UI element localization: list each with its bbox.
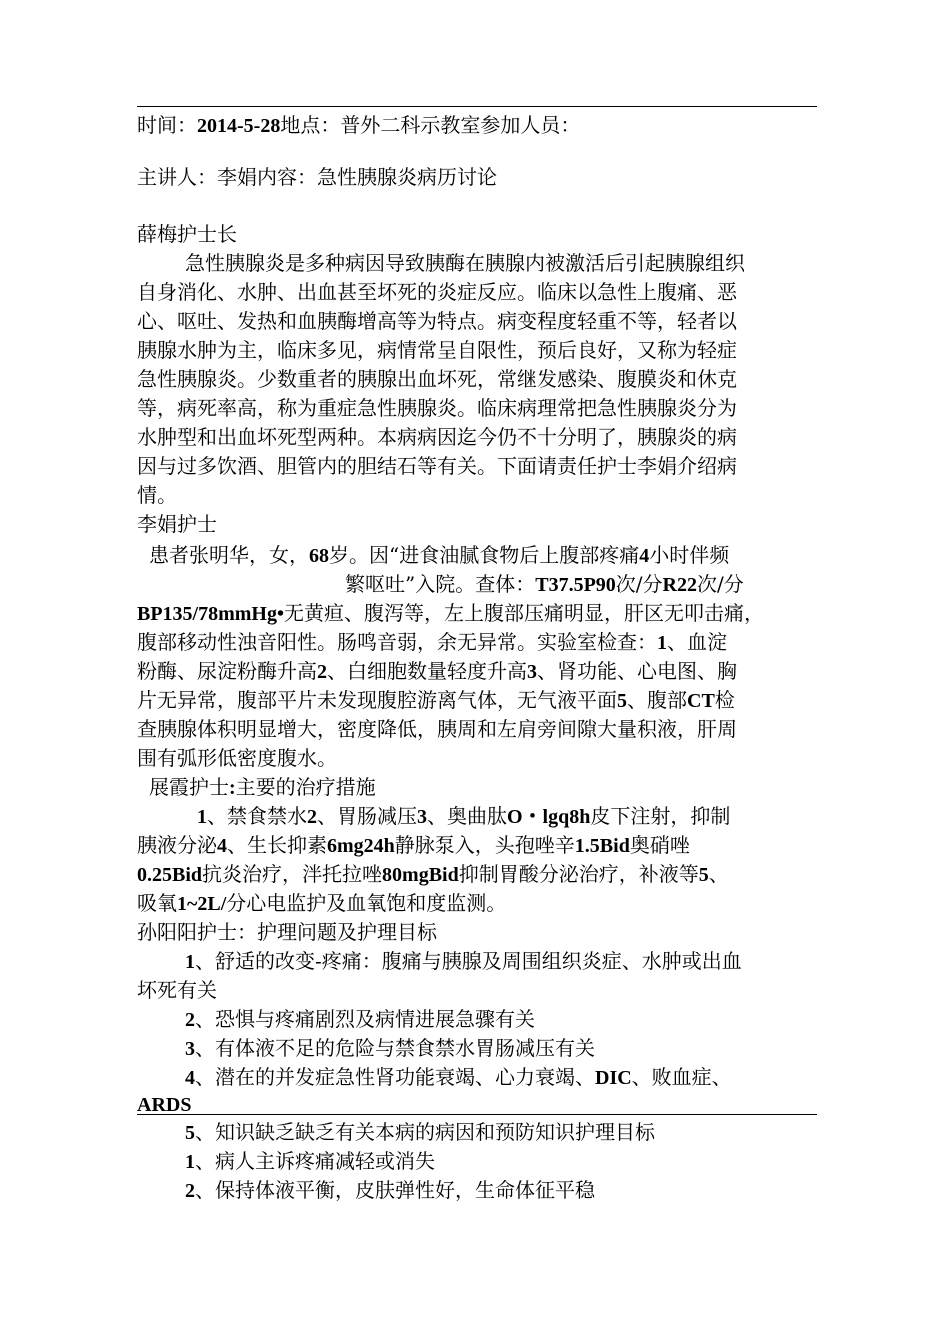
section-xue-name: 薛梅护士长	[137, 222, 237, 246]
time-label: 时间：	[137, 113, 197, 137]
sun-problem-1-cont: 坏死有关	[137, 978, 217, 1002]
sun-problem-4-cont: ARDS	[137, 1094, 192, 1116]
li-line: BP135/78mmHg•无黄疸、腹泻等，左上腹部压痛明显，肝区无叩击痛，	[137, 601, 764, 625]
speaker-line: 主讲人：李娟内容：急性胰腺炎病历讨论	[137, 165, 497, 189]
xue-line: 心、呕吐、发热和血胰酶增高等为特点。病变程度轻重不等，轻者以	[137, 309, 737, 333]
xue-line: 急性胰腺炎。少数重者的胰腺出血坏死，常继发感染、腹膜炎和休克	[137, 367, 737, 391]
xue-line: 急性胰腺炎是多种病因导致胰酶在胰腺内被激活后引起胰腺组织	[185, 251, 745, 275]
xue-line: 等，病死率高，称为重症急性胰腺炎。临床病理常把急性胰腺炎分为	[137, 396, 737, 420]
mid-rule	[137, 1114, 817, 1115]
time-value: 2014-5-28	[197, 115, 281, 137]
xue-line: 胰腺水肿为主，临床多见，病情常呈自限性，预后良好，又称为轻症	[137, 338, 737, 362]
sun-problem-5: 5、知识缺乏缺乏有关本病的病因和预防知识护理目标	[185, 1120, 655, 1144]
meeting-time-line	[137, 111, 817, 141]
sun-problem-4: 4、潜在的并发症急性肾功能衰竭、心力衰竭、DIC、败血症、	[185, 1065, 732, 1089]
xue-line: 情。	[137, 483, 177, 507]
sun-goal-2: 2、保持体液平衡，皮肤弹性好，生命体征平稳	[185, 1178, 595, 1202]
li-line: 片无异常，腹部平片未发现腹腔游离气体，无气液平面5、腹部CT检	[137, 688, 735, 712]
place-text: 地点：普外二科示教室参加人员：	[280, 113, 581, 137]
zhan-line: 0.25Bid抗炎治疗，泮托拉唑80mgBid抑制胃酸分泌治疗，补液等5、	[137, 862, 729, 886]
zhan-line: 吸氧1~2L/分心电监护及血氧饱和度监测。	[137, 891, 507, 915]
sun-problem-3: 3、有体液不足的危险与禁食禁水胃肠减压有关	[185, 1036, 595, 1060]
zhan-line: 胰液分泌4、生长抑素6mg24h静脉泵入，头孢唑辛1.5Bid奥硝唑	[137, 833, 690, 857]
section-sun-name: 孙阳阳护士：护理问题及护理目标	[137, 920, 437, 944]
li-line: 围有弧形低密度腹水。	[137, 746, 337, 770]
sun-problem-1: 1、舒适的改变-疼痛：腹痛与胰腺及周围组织炎症、水肿或出血	[185, 949, 742, 973]
sun-goal-1: 1、病人主诉疼痛减轻或消失	[185, 1149, 435, 1173]
zhan-line: 1、禁食禁水2、胃肠减压3、奥曲肽O・lgq8h皮下注射，抑制	[197, 804, 731, 828]
xue-line: 因与过多饮酒、胆管内的胆结石等有关。下面请责任护士李娟介绍病	[137, 454, 737, 478]
top-rule	[137, 106, 817, 107]
li-line: 繁呕吐”入院。查体：T37.5P90次/分R22次/分	[345, 572, 744, 596]
sun-problem-2: 2、恐惧与疼痛剧烈及病情进展急骤有关	[185, 1007, 535, 1031]
section-zhan-name: 展霞护士:主要的治疗措施	[149, 775, 376, 799]
xue-line: 自身消化、水肿、出血甚至坏死的炎症反应。临床以急性上腹痛、恶	[137, 280, 737, 304]
li-line: 查胰腺体积明显增大，密度降低，胰周和左肩旁间隙大量积液，肝周	[137, 717, 737, 741]
xue-line: 水肿型和出血坏死型两种。本病病因迄今仍不十分明了，胰腺炎的病	[137, 425, 737, 449]
section-li-name: 李娟护士	[137, 512, 217, 536]
li-line: 患者张明华，女，68岁。因“进食油腻食物后上腹部疼痛4小时伴频	[149, 543, 730, 567]
li-line: 粉酶、尿淀粉酶升高2、白细胞数量轻度升高3、肾功能、心电图、胸	[137, 659, 737, 683]
li-line: 腹部移动性浊音阳性。肠鸣音弱，余无异常。实验室检查：1、血淀	[137, 630, 727, 654]
